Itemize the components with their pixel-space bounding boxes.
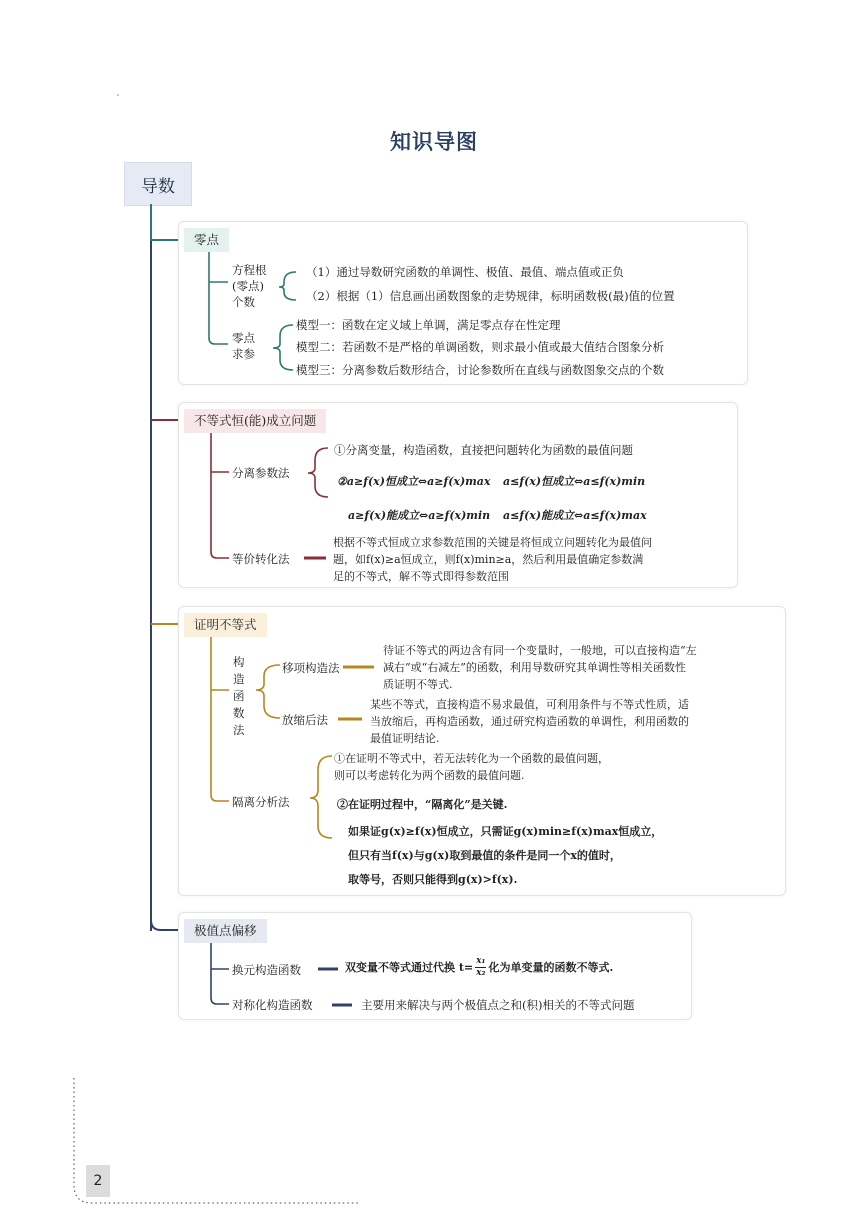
s1-branch2-item: 模型一：函数在定义域上单调，满足零点存在性定理 — [296, 318, 561, 332]
s3-branch1-char: 数 — [233, 706, 245, 720]
section-inequality-tag: 不等式恒(能)成立问题 — [184, 409, 326, 433]
page-number: 2 — [86, 1165, 110, 1197]
s3-sub1-line: 待证不等式的两边含有同一个变量时，一般地，可以直接构造“左 — [383, 644, 697, 657]
s3-branch1-char: 造 — [233, 672, 245, 686]
section-zero-point-tag: 零点 — [184, 228, 229, 252]
s3-branch1-char: 构 — [233, 655, 245, 669]
s1-branch2-line: 零点 — [232, 331, 255, 345]
s3-sub2-line: 当放缩后，再构造函数，通过研究构造函数的单调性，利用函数的 — [370, 715, 689, 728]
s2-formula-2b: a≤f(x)能成立⇔a≤f(x)max — [503, 509, 647, 522]
s3-branch2-line: 但只有当f(x)与g(x)取到最值的条件是同一个x的值时， — [348, 849, 621, 862]
section-extreme-shift-tag: 极值点偏移 — [184, 919, 267, 943]
s2-formula-1b: a≤f(x)恒成立⇔a≤f(x)min — [503, 475, 646, 488]
s2-branch1-label: 分离参数法 — [232, 466, 290, 480]
s4-fraction-numerator: x₁ — [476, 956, 486, 966]
s1-branch1-item: （2）根据（1）信息画出函数图象的走势规律，标明函数极(最)值的位置 — [306, 289, 675, 303]
s2-branch2-line: 根据不等式恒成立求参数范围的关键是将恒成立问题转化为最值问 — [333, 536, 652, 549]
s3-branch2-line: 如果证g(x)≥f(x)恒成立，只需证g(x)min≥f(x)max恒成立， — [348, 825, 663, 838]
s2-formula-2a: a≥f(x)能成立⇔a≥f(x)min — [348, 509, 491, 522]
s3-sub1-line: 减右”或“右减左”的函数，利用导数研究其单调性等相关函数性 — [383, 661, 686, 674]
s3-branch2-label: 隔离分析法 — [232, 795, 290, 809]
s3-sub2-line: 最值证明结论. — [370, 732, 440, 745]
s3-branch2-line: 取等号，否则只能得到g(x)>f(x). — [348, 873, 518, 886]
s3-branch1-char: 函 — [233, 689, 245, 703]
s3-sub2-line: 某些不等式，直接构造不易求最值，可利用条件与不等式性质，适 — [370, 698, 689, 711]
s1-branch1-line: 方程根 — [232, 263, 267, 277]
s1-branch2-line: 求参 — [232, 347, 255, 361]
page-title: 知识导图 — [390, 129, 478, 154]
s3-sub1-label: 移项构造法 — [282, 661, 340, 675]
s4-branch2-label: 对称化构造函数 — [232, 998, 313, 1012]
s4-fraction-denominator: x₂ — [476, 968, 486, 978]
s4-branch2-text: 主要用来解决与两个极值点之和(积)相关的不等式问题 — [361, 998, 635, 1012]
s1-branch2-item: 模型二：若函数不是严格的单调函数，则求最小值或最大值结合图象分析 — [296, 340, 664, 354]
s1-branch1-line: (零点) — [232, 279, 264, 293]
s4-branch1-text-pre: 双变量不等式通过代换 t= — [345, 961, 474, 974]
s2-branch2-label: 等价转化法 — [232, 552, 290, 566]
s1-branch1-line: 个数 — [232, 295, 255, 309]
s2-branch2-line: 题，如f(x)≥a恒成立，则f(x)min≥a，然后利用最值确定参数满 — [333, 553, 644, 566]
section-proof-tag: 证明不等式 — [184, 613, 267, 637]
s3-branch1-char: 法 — [233, 723, 245, 737]
s3-sub1-line: 质证明不等式. — [383, 678, 453, 691]
s3-branch2-line: ①在证明不等式中，若无法转化为一个函数的最值问题， — [334, 752, 609, 765]
s2-branch1-item1: ①分离变量，构造函数，直接把问题转化为函数的最值问题 — [334, 443, 633, 457]
s3-sub2-label: 放缩后法 — [282, 713, 328, 727]
s4-branch1-text-post: 化为单变量的函数不等式. — [488, 961, 614, 974]
s3-branch2-item2: ②在证明过程中，“隔离化”是关键. — [337, 798, 508, 811]
s1-branch2-item: 模型三：分离参数后数形结合，讨论参数所在直线与函数图象交点的个数 — [296, 363, 664, 377]
s1-branch1-item: （1）通过导数研究函数的单调性、极值、最值、端点值或正负 — [306, 265, 624, 279]
s2-branch2-line: 足的不等式，解不等式即得参数范围 — [333, 570, 509, 583]
root-node: 导数 — [124, 162, 192, 206]
s4-branch1-label: 换元构造函数 — [232, 963, 301, 977]
s3-branch2-line: 则可以考虑转化为两个函数的最值问题. — [334, 769, 525, 782]
s2-formula-1a: ②a≥f(x)恒成立⇔a≥f(x)max — [337, 475, 491, 488]
